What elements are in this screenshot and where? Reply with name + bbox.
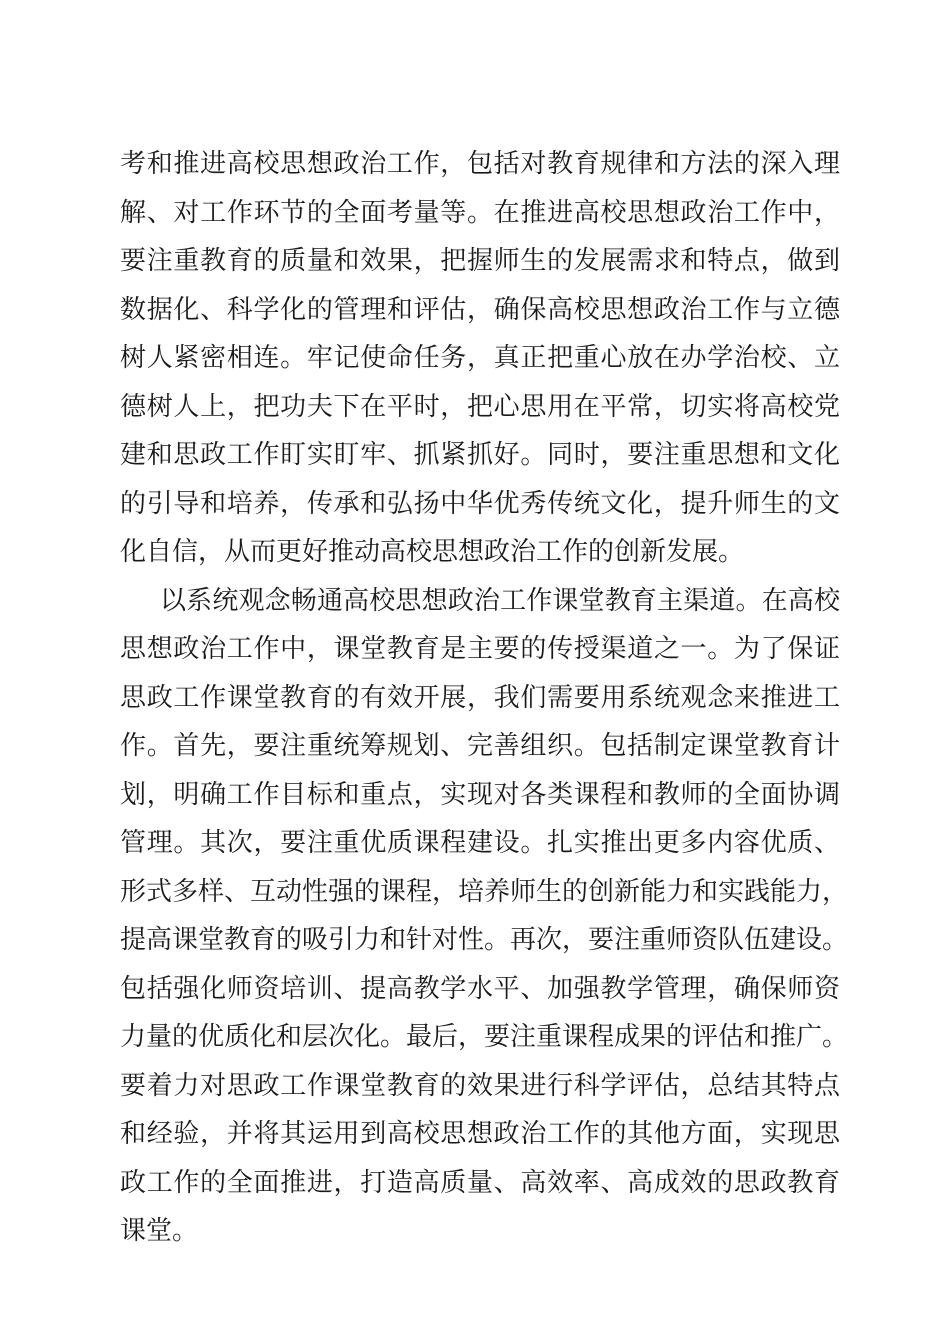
text-line: 形式多样、互动性强的课程，培养师生的创新能力和实践能力， [120,876,849,907]
text-line: 思政工作课堂教育的有效开展，我们需要用系统观念来推进工 [120,682,840,713]
text-line: 德树人上，把功夫下在平时，把心思用在平常，切实将高校党 [120,391,840,422]
text-line: 提高课堂教育的吸引力和针对性。再次，要注重师资队伍建设。 [120,925,849,955]
text-line: 和经验，并将其运用到高校思想政治工作的其他方面，实现思 [120,1119,840,1149]
text-line: 课堂。 [120,1216,199,1246]
text-line: 思想政治工作中，课堂教育是主要的传授渠道之一。为了保证 [120,634,840,664]
text-line: 划，明确工作目标和重点，实现对各类课程和教师的全面协调 [120,779,840,810]
text-line: 政工作的全面推进，打造高质量、高效率、高成效的思政教育 [120,1167,840,1198]
text-line: 树人紧密相连。牢记使命任务，真正把重心放在办学治校、立 [120,343,840,373]
text-line: 以系统观念畅通高校思想政治工作课堂教育主渠道。在高校 [160,585,840,616]
document-body [120,140,849,1256]
text-line: 管理。其次，要注重优质课程建设。扎实推出更多内容优质、 [120,828,840,858]
text-line: 数据化、科学化的管理和评估，确保高校思想政治工作与立德 [120,294,840,325]
text-line: 考和推进高校思想政治工作，包括对教育规律和方法的深入理 [120,149,840,179]
paragraph-2 [120,577,849,1256]
text-line: 作。首先，要注重统筹规划、完善组织。包括制定课堂教育计 [120,731,840,761]
text-line: 力量的优质化和层次化。最后，要注重课程成果的评估和推广。 [120,1022,849,1052]
text-line: 要注重教育的质量和效果，把握师生的发展需求和特点，做到 [120,246,840,276]
text-line: 包括强化师资培训、提高教学水平、加强教学管理，确保师资 [120,973,840,1004]
text-line: 化自信，从而更好推动高校思想政治工作的创新发展。 [120,537,745,567]
text-line: 解、对工作环节的全面考量等。在推进高校思想政治工作中， [120,197,840,228]
text-line: 要着力对思政工作课堂教育的效果进行科学评估，总结其特点 [120,1070,840,1101]
text-line: 的引导和培养，传承和弘扬中华优秀传统文化，提升师生的文 [120,488,840,519]
paragraph-1 [120,140,840,577]
text-line: 建和思政工作盯实盯牢、抓紧抓好。同时，要注重思想和文化 [120,440,840,470]
